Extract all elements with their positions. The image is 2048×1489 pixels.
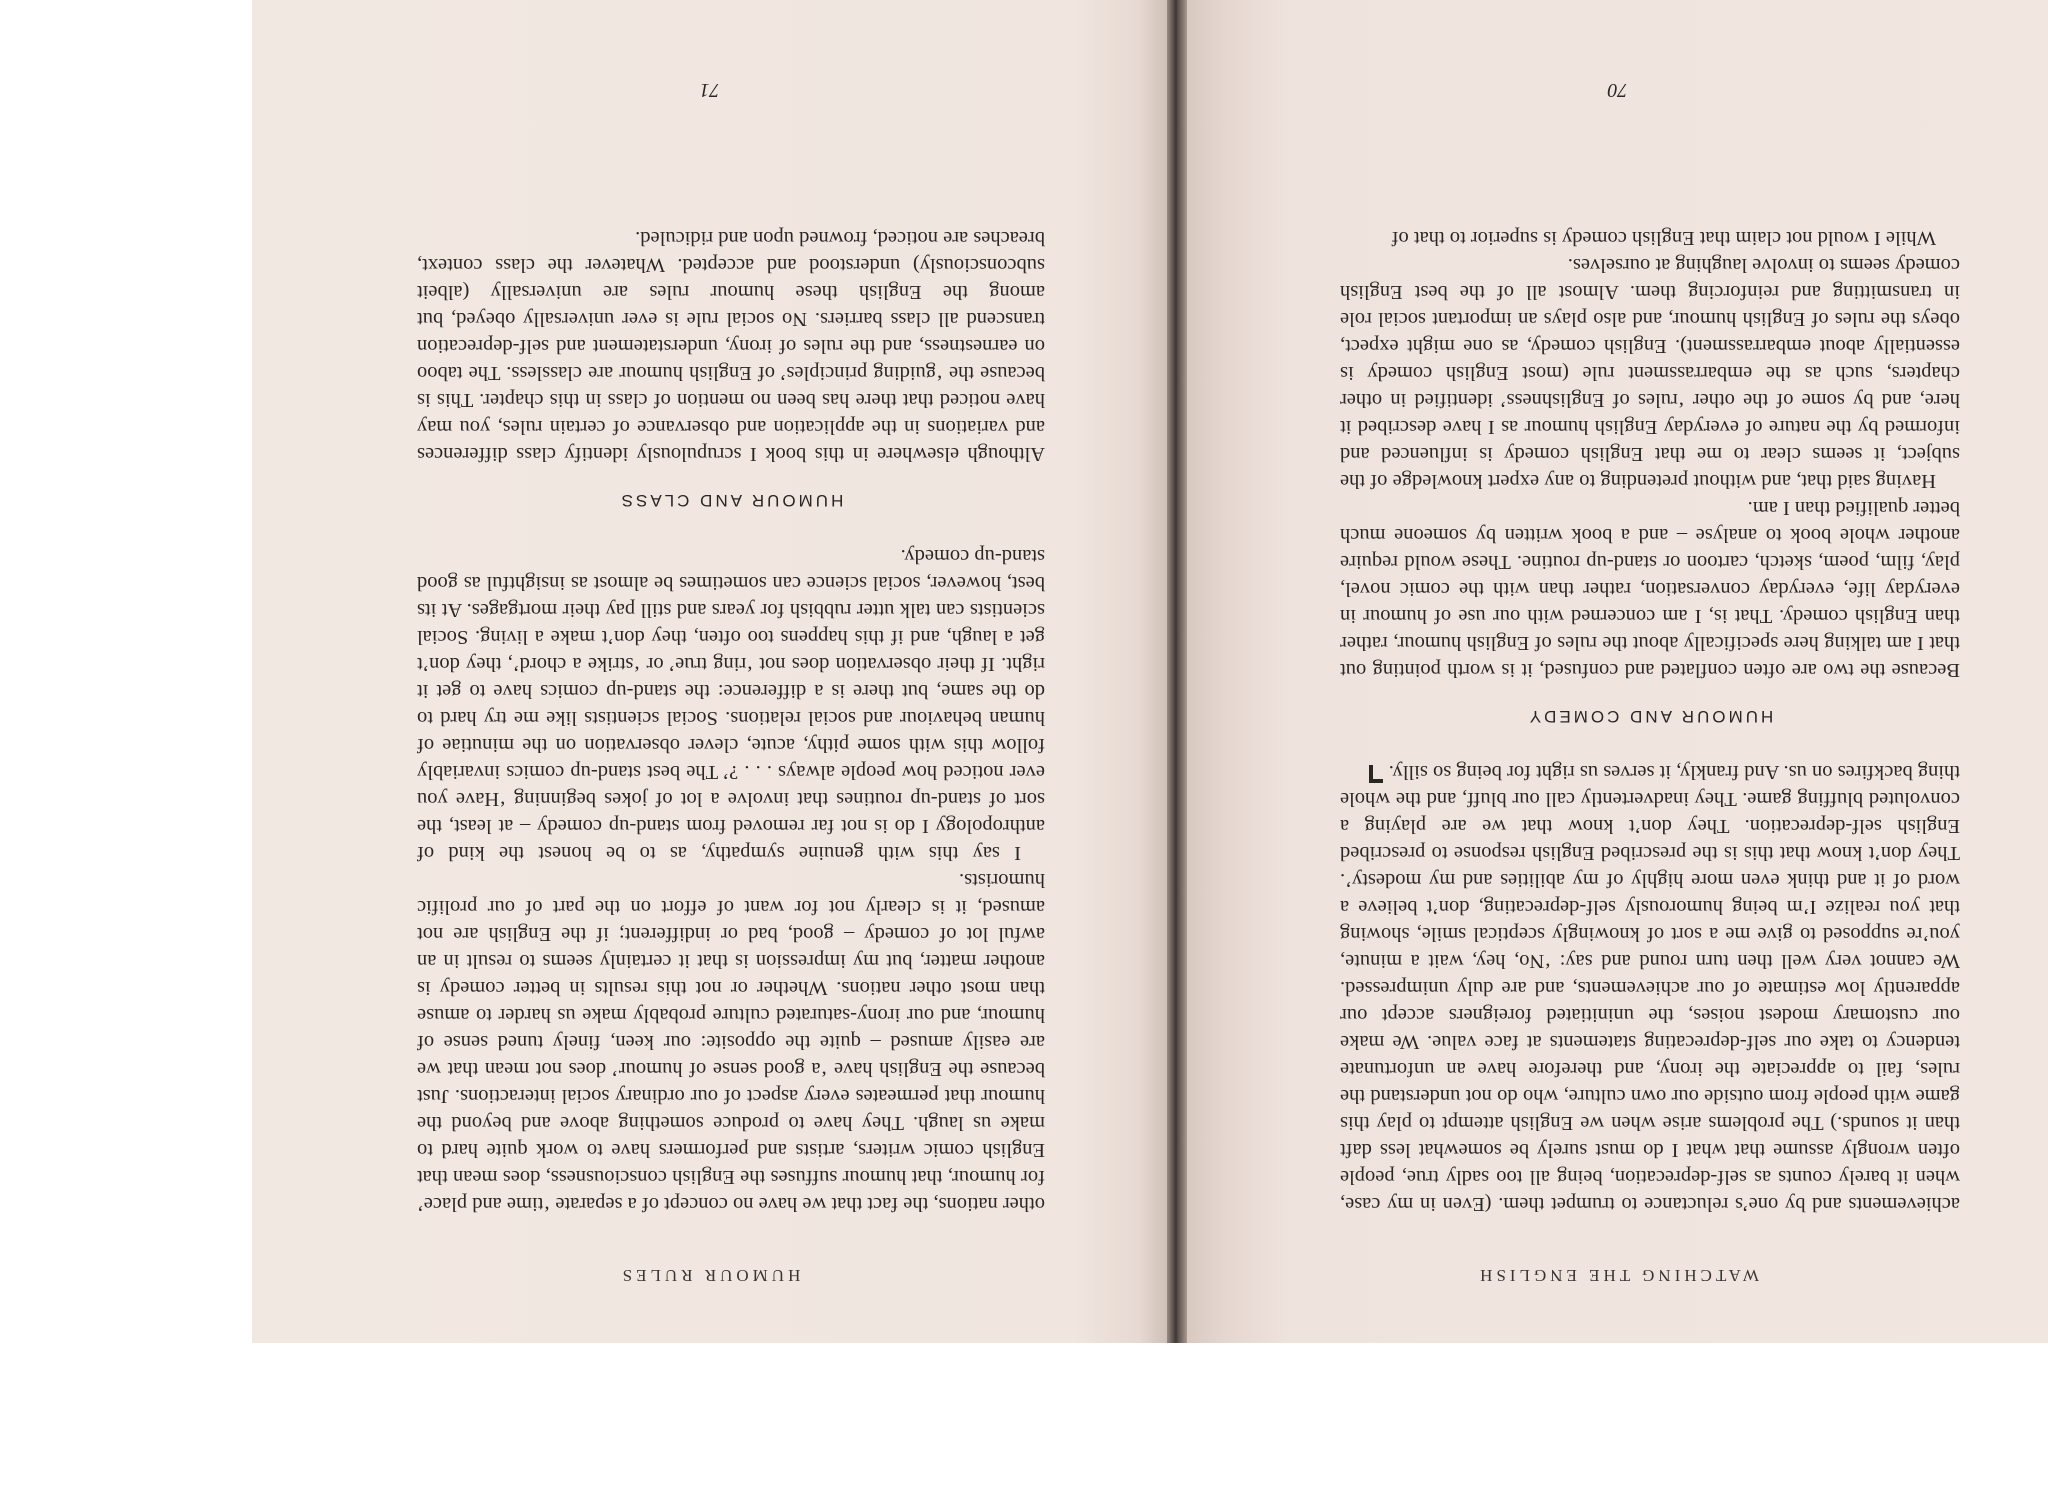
- paragraph-text: achievements and by one’s reluctance to trumpet them. (Even in my case, when it barely counts as self-deprecation, being all too sadly true, people often wrongly assume that what I do must surely be somewhat less daft than it sounds.) The problems arise when we English attempt to play this game with people from outside our own culture, who do not understand the rules, fail to appreciate the irony, and therefore have an unfortunate tendency to take our self-deprecating statements at face value. We make our customary modest noises, the uninitiated foreigners accept our apparently low estimate of our achievements, and are duly unimpressed. We cannot very well then turn round and say: ‘No, hey, wait a minute, you’re supposed to give me a sort of knowingly sceptical smile, showing that you realize I’m being humorously self-deprecating, don’t believe a word of it and think even more highly of my abilities and my modesty’. They don’t know that this is the prescribed English response to prescribed English self-deprecation. They don’t know that we are playing a convoluted bluffing game. They inadvertently call our bluff, and the whole thing backfires on us. And frankly, it serves us right for being so silly.: [1340, 761, 1960, 1215]
- scan-margin: [0, 0, 252, 1343]
- body-text: [417, 224, 1045, 1217]
- running-head: WATCHING THE ENGLISH: [1476, 1266, 1759, 1285]
- paragraph: I say this with genuine sympathy, as to be honest the kind of anthropology I do is not far removed from stand-up comedy – at least, the sort of stand-up routines that involve a lot of jokes beginning ‘Have you ever noticed how people always . . . ?’ The best stand-up comics invariably follow this with some pithy, acute, clever observation on the minutiae of human behaviour and social relations. Social scientists like me try hard to do the same, but there is a difference: the stand-up comics have to get it right. If their observation does not ‘ring true’ or ‘strike a chord’, they don’t get a laugh, and if this happens too often, they don’t make a living. Social scientists can talk utter rubbish for years and still pay their mortgages. At its best, however, social science can sometimes be almost as insightful as good stand-up comedy.: [417, 545, 1045, 864]
- paragraph: Having said that, and without pretending to any expert knowledge of the subject, it seems clear to me that English comedy is influenced and informed by the nature of everyday English humour as I have described it here, and by some of the other ‘rules of Englishness’ identified in other chapters, such as the embarrassment rule (most English comedy is essentially about embarrassment). English comedy, as one might expect, obeys the rules of English humour, and also plays an important social role in transmitting and reinforcing them. Almost all of the best English comedy seems to involve laughing at ourselves.: [1340, 254, 1960, 492]
- paragraph: other nations, the fact that we have no concept of a separate ‘time and place’ for humour, that humour suffuses the English consciousness, does mean that English comic writers, artists and performers have to work quite hard to make us laugh. They have to produce something above and beyond the humour that permeates every aspect of our ordinary social interactions. Just because the English have ‘a good sense of humour’ does not mean that we are easily amused – quite the opposite: our keen, finely tuned sense of humour, and our irony-saturated culture probably make us harder to amuse than most other nations. Whether or not this results in better comedy is another matter, but my impression is that it certainly seems to result in an awful lot of comedy – good, bad or indifferent; if the English are not amused, it is clearly not for want of effort on the part of our prolific humorists.: [417, 869, 1045, 1215]
- end-mark-icon: [1369, 765, 1383, 783]
- right-page: [252, 0, 1167, 1343]
- paragraph: Because the two are often conflated and confused, it is worth pointing out that I am talking here specifically about the rules of English humour, rather than English comedy. That is, I am concerned with our use of humour in everyday life, everyday conversation, rather than with the comic novel, play, film, poem, sketch, cartoon or stand-up routine. These would require another whole book to analyse – and a book written by someone much better qualified than I am.: [1340, 497, 1960, 681]
- section-heading: HUMOUR AND COMEDY: [1526, 707, 1774, 726]
- left-page: [1187, 0, 2048, 1343]
- paragraph: While I would not claim that English comedy is superior to that of: [1391, 227, 1936, 249]
- page-number: 70: [1607, 79, 1628, 101]
- page-number: 71: [699, 79, 720, 101]
- scan-margin: [0, 1343, 2048, 1489]
- paragraph: [1340, 758, 1960, 1217]
- section-heading: HUMOUR AND CLASS: [618, 491, 844, 510]
- running-head: HUMOUR RULES: [618, 1266, 801, 1285]
- body-text: [1340, 224, 1960, 1217]
- paragraph: Although elsewhere in this book I scrupulously identify class differences and variations in the application and observance of certain rules, you may have noticed that there has been no mention of class in this chapter. This is because the ‘guiding principles’ of English humour are classless. The taboo on earnestness, and the rules of irony, understatement and self-deprecation transcend all class barriers. No social rule is ever universally obeyed, but among the English these humour rules are universally (albeit subconsciously) understood and accepted. Whatever the class context, breaches are noticed, frowned upon and ridiculed.: [417, 227, 1045, 465]
- book-gutter: [1167, 0, 1187, 1343]
